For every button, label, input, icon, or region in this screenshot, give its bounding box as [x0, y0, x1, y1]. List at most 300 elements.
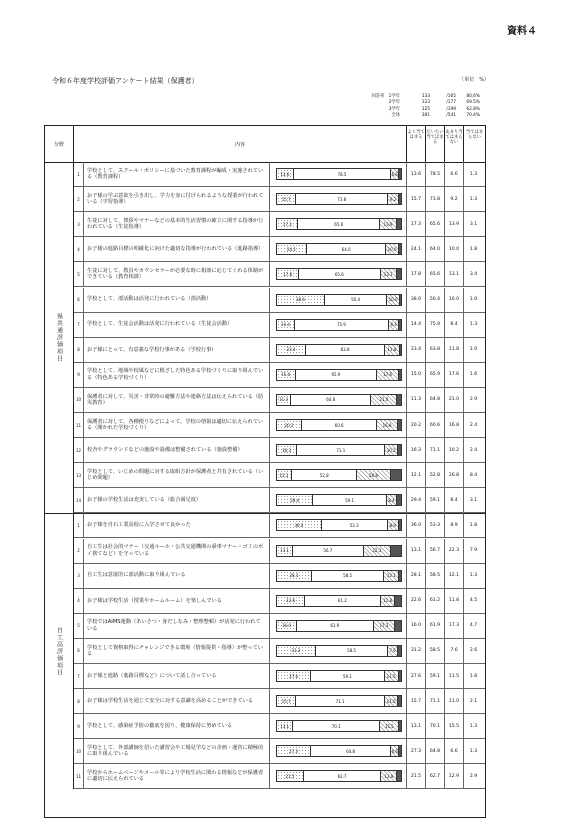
item-number: 13 [74, 463, 84, 487]
percent-value: 31.2 [407, 639, 426, 663]
percent-value: 11.8 [445, 589, 464, 613]
bar-segment: 7.6 [388, 646, 397, 656]
item-number: 12 [74, 438, 84, 462]
percent-value: 10.0 [445, 237, 464, 261]
bar-segment [395, 621, 401, 631]
percent-value: 64.8 [426, 739, 445, 763]
bar-segment [391, 470, 401, 480]
item-text: 校舎やグラウンドなどの施設や設備は整備されている（施設整備） [87, 446, 243, 453]
table-row [74, 539, 485, 564]
bar-cell [269, 162, 407, 186]
stacked-bar [276, 469, 402, 481]
percent-value: 9.2 [445, 187, 464, 211]
percent-value: 1.3 [469, 573, 478, 579]
response-count: 133 [421, 94, 430, 99]
table-row [74, 262, 485, 287]
percent-value: 17.3 [445, 614, 464, 638]
percent-value: 13.9 [445, 212, 464, 236]
bar-segment [399, 571, 401, 581]
item-number: 5 [74, 614, 84, 638]
percent-value: 62.7 [426, 764, 445, 788]
percent-value: 21.5 [407, 764, 426, 788]
item-number: 11 [74, 413, 84, 437]
percent-value: 65.9 [426, 363, 445, 387]
table-row [74, 212, 485, 237]
percent-value: 3.4 [469, 271, 478, 277]
percent-value: 11.0 [445, 689, 464, 713]
item-text: 学校として、スクール・ポリシーに基づいた教育課程が編成・実施されている（教育課程） [87, 167, 264, 181]
item-number: 6 [74, 639, 84, 663]
response-rate: 62.8% [466, 106, 480, 112]
bar-segment: 28.1 [277, 571, 312, 581]
percent-value: 78.5 [426, 162, 445, 186]
percent-value: 1.8 [469, 246, 478, 252]
percent-value: 52.8 [426, 463, 445, 487]
bar-segment: 13.9 [380, 219, 397, 229]
item-text: お子様の学ぶ意欲を引き出し、学力を身に付けられるような授業が行われている（学習指導） [87, 192, 264, 206]
item-text: 学校として、部活動は活発に行われている（部活動） [87, 296, 212, 303]
percent-value: 12.1 [445, 564, 464, 588]
bar-segment: 65.6 [299, 269, 380, 279]
bar-segment: 58.5 [316, 646, 389, 656]
bar-segment: 65.6 [298, 219, 379, 229]
table-row [74, 413, 485, 438]
bar-segment: 26.8 [357, 470, 390, 480]
percent-value: 27.6 [407, 664, 426, 688]
percent-value: 11.5 [445, 664, 464, 688]
percent-value: 8.9 [445, 513, 464, 537]
percent-value: 2.4 [469, 422, 478, 428]
bar-segment [395, 596, 401, 606]
bar-segment: 31.2 [277, 646, 316, 656]
percent-value: 14.4 [407, 313, 426, 337]
bar-segment: 17.6 [377, 370, 399, 380]
bar-cell [269, 589, 407, 613]
item-number: 3 [74, 212, 84, 236]
bar-segment [399, 169, 401, 179]
response-rate: 80.6% [466, 94, 480, 99]
table-row [74, 513, 485, 538]
section-label: 自工高評価項目 [45, 513, 74, 789]
response-rate-row [358, 113, 480, 119]
bar-segment: 6.6 [391, 746, 399, 756]
bar-cell [269, 463, 407, 487]
percent-value: 15.7 [407, 187, 426, 211]
percent-value: 12.9 [445, 764, 464, 788]
stacked-bar [276, 595, 402, 607]
header-content: 内容 [74, 126, 407, 162]
percent-value: 53.3 [426, 513, 445, 537]
item-text: 自工生は社会的マナー（交通ルール・公共交通機関の乗車マナー・ゴミのポイ捨てなど）を守っている [87, 544, 264, 557]
item-number: 1 [74, 162, 84, 186]
bar-segment: 12.9 [381, 771, 397, 781]
response-label: 2学年 [388, 100, 400, 106]
stacked-bar [276, 394, 402, 406]
stacked-bar [276, 193, 402, 205]
table-row [74, 689, 485, 714]
item-text: お子様は学校生活（授業やホームルーム）を楽しんでいる [87, 597, 222, 604]
header-col-disagree: あまり当てはまらない [445, 126, 464, 162]
item-text: 学校として、地域や校風などに根ざした特色ある学校づくりに取り組んでいる（特色ある学校づくり） [87, 368, 264, 381]
bar-segment [399, 194, 401, 204]
bar-segment: 8.9 [388, 520, 399, 530]
bar-segment: 27.3 [277, 746, 311, 756]
item-text: お子様にとって、有意義な学校行事がある（学校行事） [87, 346, 217, 353]
stacked-bar [276, 770, 402, 782]
stacked-bar [276, 695, 402, 707]
percent-value: 60.6 [426, 413, 445, 437]
bar-cell [269, 262, 407, 286]
percent-value: 17.6 [445, 363, 464, 387]
table-row [74, 739, 485, 764]
item-number: 11 [74, 764, 84, 788]
percent-value: 12.1 [407, 463, 426, 487]
response-total: /177 [446, 100, 456, 106]
bar-segment [398, 445, 401, 455]
percent-value: 64.0 [426, 237, 445, 261]
bar-segment: 13.6 [277, 169, 294, 179]
table-row [74, 639, 485, 664]
percent-value: 11.3 [407, 388, 426, 412]
percent-value: 58.5 [426, 564, 445, 588]
percent-value: 8.4 [445, 313, 464, 337]
percent-value: 10.2 [445, 438, 464, 462]
stacked-bar [276, 319, 402, 331]
table-row [74, 488, 485, 513]
bar-segment: 11.3 [277, 395, 291, 405]
item-text: 保護者に対して、各種便りなどによって、学校の情報は適切に伝えられている（開かれた学校づくり） [87, 418, 264, 432]
percent-value: 59.1 [426, 664, 445, 688]
percent-value: 16.8 [445, 413, 464, 437]
percent-value: 3.1 [469, 221, 478, 227]
bar-cell [269, 564, 407, 588]
table-row [74, 614, 485, 639]
item-number: 9 [74, 363, 84, 387]
percent-value: 1.8 [469, 522, 478, 528]
bar-segment: 23.4 [277, 345, 306, 355]
table-header [45, 126, 485, 163]
bar-cell [269, 288, 407, 312]
bar-segment [398, 646, 401, 656]
response-count: 123 [421, 100, 430, 106]
header-col-strongly-disagree: 当てはまらない [465, 130, 484, 141]
percent-value: 65.6 [426, 262, 445, 286]
table-row [74, 162, 485, 187]
percent-value: 38.6 [407, 288, 426, 312]
table-row [74, 714, 485, 739]
item-number: 10 [74, 388, 84, 412]
bar-segment: 50.4 [325, 295, 387, 305]
bar-cell [269, 237, 407, 261]
stacked-bar [276, 344, 402, 356]
bar-segment [398, 696, 401, 706]
percent-value: 3.1 [469, 497, 478, 503]
percent-value: 75.9 [426, 313, 445, 337]
item-number: 1 [74, 513, 84, 537]
bar-segment: 38.6 [277, 295, 325, 305]
stacked-bar [276, 545, 402, 557]
percent-value: 13.6 [407, 162, 426, 186]
item-number: 4 [74, 589, 84, 613]
table-row [74, 388, 485, 413]
item-text: お子様の学校生活は充実している（総合満足度） [87, 497, 202, 504]
percent-value: 1.0 [469, 347, 478, 353]
item-text: 学校として、生徒会活動は活発に行われている（生徒会活動） [87, 321, 233, 328]
bar-segment: 6.6 [391, 169, 399, 179]
item-text: 学校からホームページやメール等により学校生活に関わる情報などが保護者に適切に伝えられている [87, 770, 264, 783]
bar-segment: 10.0 [387, 295, 399, 305]
bar-segment [399, 320, 401, 330]
table-row [74, 363, 485, 388]
bar-segment: 11.5 [385, 671, 399, 681]
table-row [74, 187, 485, 212]
bar-segment: 13.1 [277, 721, 293, 731]
item-text: 学校として、いじめの問題に対する取組方針が保護者と共有されている（いじめ問題） [87, 468, 264, 482]
percent-value: 2.9 [469, 773, 478, 779]
percent-value: 13.1 [407, 539, 426, 563]
stacked-bar [276, 419, 402, 431]
bar-segment [399, 746, 401, 756]
percent-value: 22.3 [445, 539, 464, 563]
bar-segment: 36.0 [277, 520, 322, 530]
bar-segment: 17.3 [277, 219, 298, 229]
table-row [74, 589, 485, 614]
bar-segment [399, 671, 401, 681]
bar-segment: 78.5 [294, 169, 391, 179]
stacked-bar [276, 494, 402, 506]
bar-segment: 11.8 [385, 345, 400, 355]
page-title: 令和６年度学校評価アンケート結果（保護者） [52, 77, 199, 85]
bar-segment [400, 295, 401, 305]
bar-cell [269, 513, 407, 537]
stacked-bar [276, 369, 402, 381]
bar-segment: 17.3 [374, 621, 395, 631]
bar-segment [397, 771, 401, 781]
percent-value: 17.3 [407, 212, 426, 236]
stacked-bar [276, 444, 402, 456]
table-row [74, 338, 485, 363]
bar-cell [269, 614, 407, 638]
percent-value: 21.0 [445, 388, 464, 412]
bar-cell [269, 388, 407, 412]
table-row [74, 664, 485, 689]
item-number: 8 [74, 338, 84, 362]
percent-value: 2.1 [469, 698, 478, 704]
item-number: 8 [74, 689, 84, 713]
percent-value: 28.1 [407, 564, 426, 588]
bar-segment: 52.8 [292, 470, 357, 480]
header-field: 分野 [45, 126, 74, 162]
bar-segment: 21.0 [371, 395, 397, 405]
bar-segment [397, 395, 401, 405]
bar-segment: 9.2 [388, 194, 399, 204]
bar-cell [269, 212, 407, 236]
item-text: 学校として資格取得にチャレンジできる環境（情報提供・指導）が整っている [87, 644, 263, 657]
bar-segment: 11.8 [381, 596, 396, 606]
percent-value: 1.3 [469, 723, 478, 729]
percent-value: 1.8 [469, 673, 478, 679]
bar-segment: 22.6 [277, 596, 305, 606]
percent-value: 1.3 [469, 748, 478, 754]
bar-cell [269, 413, 407, 437]
stacked-bar [276, 645, 402, 657]
percent-value: 16.0 [407, 614, 426, 638]
table-row [74, 288, 485, 313]
item-text: 学校として、感染症予防の徹底を図り、健康保持に努めている [87, 723, 233, 730]
table-row [74, 438, 485, 463]
percent-value: 7.6 [445, 639, 464, 663]
bar-segment: 62.7 [304, 771, 382, 781]
item-text: お子様は学校生活を通じて安全に対する意識を高めることができている [87, 697, 254, 704]
bar-segment: 60.6 [302, 420, 377, 430]
item-text: 生徒に対して、教員やカウンセラーが必要な時に相談に応じてくれる体制ができている（教育相談） [87, 268, 264, 281]
bar-segment: 10.2 [385, 445, 398, 455]
bar-segment: 73.8 [296, 194, 388, 204]
response-label: 回答率 1学年 [371, 94, 400, 99]
bar-segment: 13.1 [277, 546, 293, 556]
doc-label: 資料４ [507, 26, 537, 37]
response-rate: 70.4% [466, 112, 480, 118]
percent-value: 8.4 [445, 488, 464, 512]
bar-segment [397, 495, 401, 505]
bar-segment: 53.3 [322, 520, 388, 530]
stacked-bar [276, 243, 402, 255]
response-total: /165 [446, 94, 456, 99]
percent-value: 1.3 [469, 196, 478, 202]
bar-segment: 8.4 [389, 320, 399, 330]
table-row [74, 564, 485, 589]
stacked-bar [276, 168, 402, 180]
percent-value: 2.9 [469, 397, 478, 403]
section-label: 県共通評価項目 [45, 162, 74, 513]
bar-cell [269, 438, 407, 462]
percent-value: 26.8 [445, 463, 464, 487]
bar-cell [269, 764, 407, 788]
percent-value: 61.2 [426, 589, 445, 613]
item-number: 9 [74, 714, 84, 738]
bar-segment: 16.0 [277, 621, 297, 631]
item-text: 学校として、外部講師を招いた講習会や工場見学などの企画・運営に積極的に取り組んでいる [87, 744, 264, 758]
bar-segment [400, 345, 401, 355]
bar-segment: 59.1 [311, 671, 384, 681]
stacked-bar [276, 620, 402, 632]
bar-segment: 29.4 [277, 495, 313, 505]
bar-cell [269, 187, 407, 211]
percent-value: 1.3 [469, 322, 478, 328]
bar-segment: 11.0 [385, 696, 399, 706]
percent-value: 15.0 [407, 363, 426, 387]
response-count: 125 [421, 106, 430, 112]
percent-value: 65.6 [426, 212, 445, 236]
percent-value: 4.5 [469, 598, 478, 604]
response-label: 全体 [391, 112, 400, 118]
bar-segment: 71.1 [296, 696, 384, 706]
stacked-bar [276, 570, 402, 582]
percent-value: 61.9 [426, 614, 445, 638]
percent-value: 1.0 [469, 297, 478, 303]
table-row [74, 313, 485, 338]
item-number: 7 [74, 664, 84, 688]
percent-value: 73.8 [426, 187, 445, 211]
bar-segment [398, 420, 401, 430]
bar-segment: 59.1 [313, 495, 386, 505]
bar-segment [399, 721, 401, 731]
bar-segment [397, 269, 401, 279]
survey-table [44, 125, 486, 818]
percent-value: 29.4 [407, 488, 426, 512]
item-number: 7 [74, 313, 84, 337]
response-total: /199 [446, 106, 456, 112]
bar-cell [269, 739, 407, 763]
percent-value: 27.3 [407, 739, 426, 763]
percent-value: 13.1 [407, 714, 426, 738]
bar-segment: 16.8 [377, 420, 398, 430]
item-number: 3 [74, 564, 84, 588]
percent-value: 71.1 [426, 438, 445, 462]
percent-value: 1.6 [469, 372, 478, 378]
table-row [74, 764, 485, 789]
bar-segment: 56.7 [293, 546, 363, 556]
percent-value: 13.1 [445, 262, 464, 286]
item-number: 10 [74, 739, 84, 763]
stacked-bar [276, 670, 402, 682]
item-text: 学校ではAIMS運動（あいさつ・身だしなみ・整理整頓）が活発に行われている [87, 619, 261, 632]
stacked-bar [276, 519, 402, 531]
bar-segment: 21.5 [277, 771, 304, 781]
bar-segment: 12.1 [277, 470, 292, 480]
bar-segment [399, 520, 401, 530]
percent-value: 15.7 [407, 689, 426, 713]
item-text: 自工生は意欲的に部活動に取り組んでいる [87, 572, 186, 579]
percent-value: 8.4 [469, 472, 478, 478]
percent-value: 17.8 [407, 262, 426, 286]
percent-value: 6.6 [445, 162, 464, 186]
item-text: お子様を自石工業高校に入学させて良かった [87, 522, 191, 529]
percent-value: 20.2 [407, 413, 426, 437]
bar-segment [397, 219, 401, 229]
unit-label: （単位 %） [459, 77, 489, 83]
percent-value: 70.1 [426, 714, 445, 738]
percent-value: 64.8 [426, 388, 445, 412]
table-row [74, 237, 485, 262]
percent-value: 2.4 [469, 447, 478, 453]
bar-segment: 70.1 [293, 721, 380, 731]
bar-cell [269, 313, 407, 337]
bar-segment: 64.0 [307, 244, 386, 254]
item-number: 5 [74, 262, 84, 286]
bar-segment: 64.8 [291, 395, 371, 405]
bar-segment: 12.1 [384, 571, 399, 581]
response-count: 381 [421, 112, 430, 118]
response-rate: 69.5% [466, 100, 480, 106]
percent-value: 23.4 [407, 338, 426, 362]
percent-value: 15.5 [445, 714, 464, 738]
percent-value: 11.8 [445, 338, 464, 362]
bar-segment: 15.5 [380, 721, 399, 731]
percent-value: 22.6 [407, 589, 426, 613]
response-label: 3学年 [388, 106, 400, 112]
bar-cell [269, 338, 407, 362]
percent-value: 4.7 [469, 623, 478, 629]
bar-segment: 27.6 [277, 671, 311, 681]
bar-segment: 61.2 [305, 596, 381, 606]
percent-value: 56.7 [426, 539, 445, 563]
item-text: お子様と進路（進路目標など）について話し合っている [87, 672, 217, 679]
percent-value: 63.8 [426, 338, 445, 362]
percent-value: 6.6 [445, 739, 464, 763]
percent-value: 50.4 [426, 288, 445, 312]
stacked-bar [276, 268, 402, 280]
